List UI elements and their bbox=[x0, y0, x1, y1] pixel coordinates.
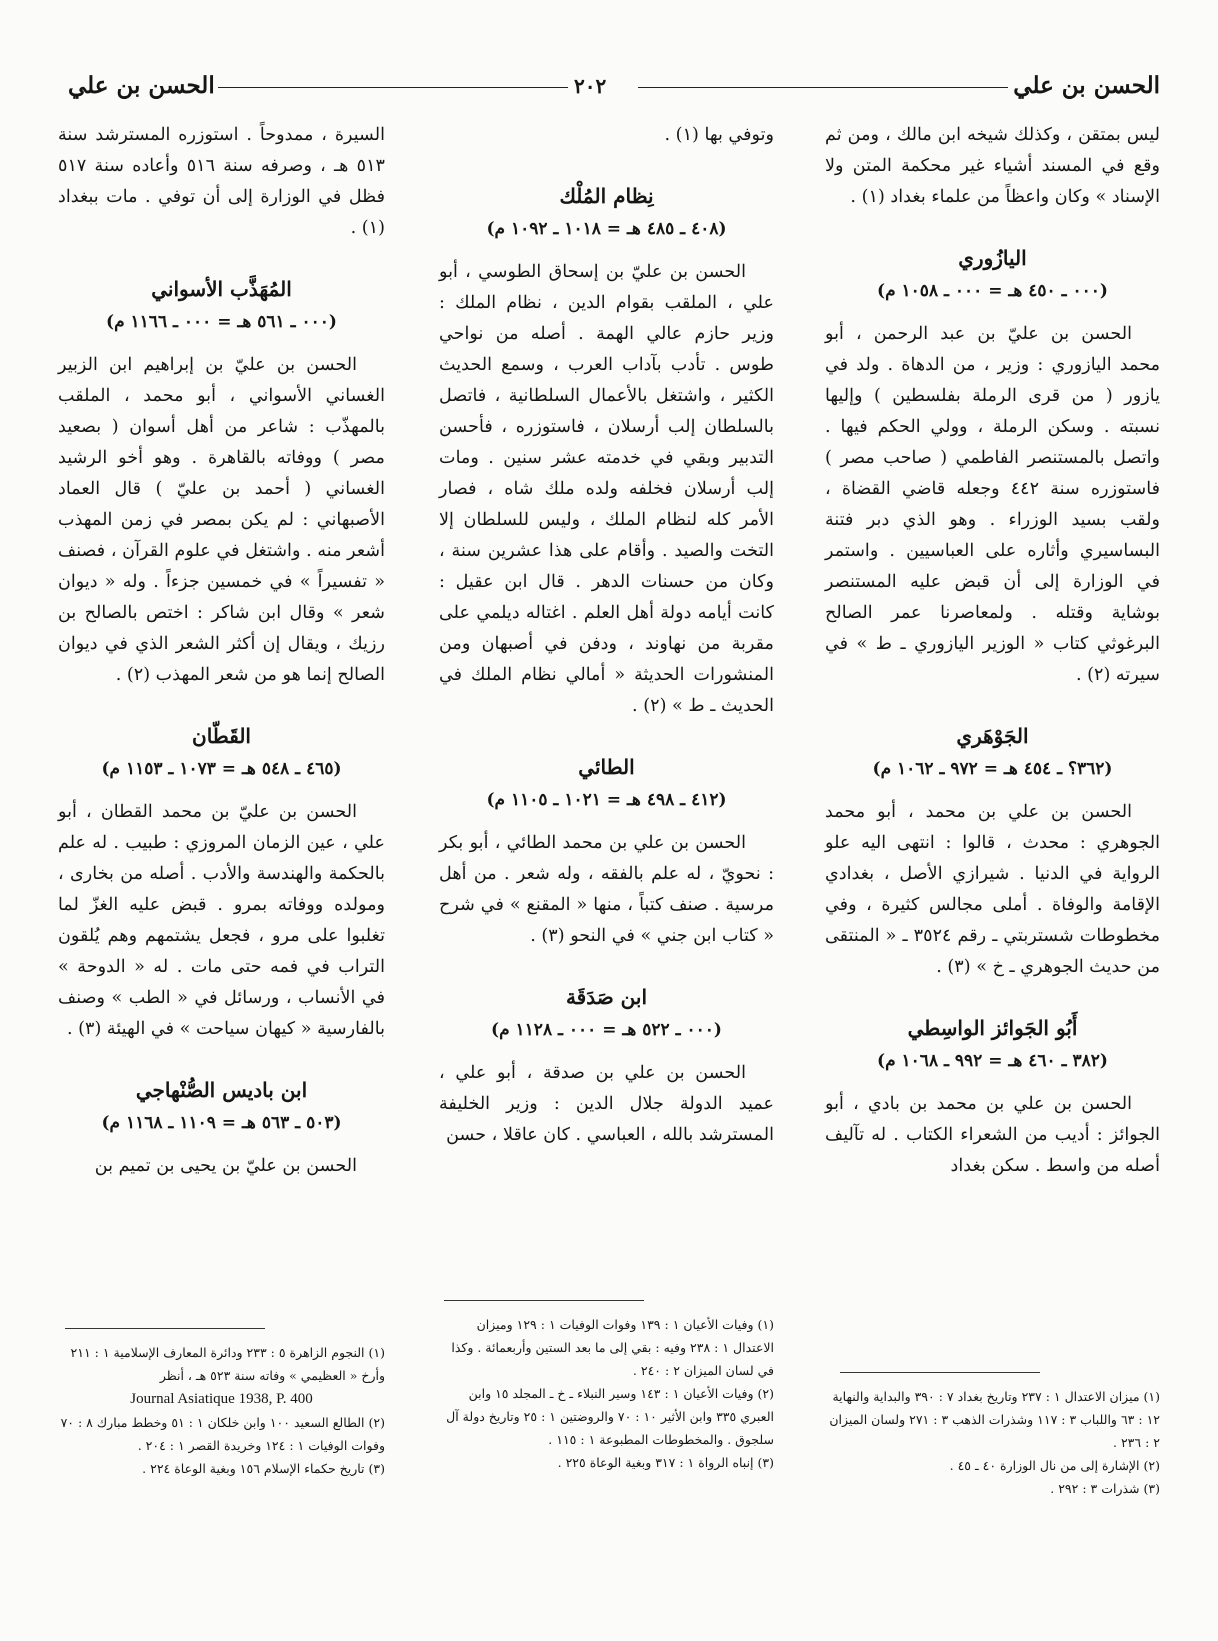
entry-dates-tai: (٤١٢ ـ ٤٩٨ هـ = ١٠٢١ ـ ١١٠٥ م) bbox=[486, 790, 727, 810]
column-right bbox=[825, 120, 1160, 1182]
entry-text: الحسن بن علي بن محمد بن بادي ، أبو الجوائز : أديب من الشعراء الكتاب . له تآليف أصله من واسط . سكن بغداد bbox=[825, 1094, 1160, 1176]
entry-title-jawhari: الجَوْهَري bbox=[956, 724, 1029, 748]
entry-text: الحسن بن علي بن صدقة ، أبو علي ، عميد الدولة جلال الدين : وزير الخليفة المسترشد بالله ، العباسي . كان عاقلا ، حسن bbox=[439, 1063, 774, 1145]
footnote-separator bbox=[840, 1372, 1040, 1373]
entry-text: الحسن بن عليّ بن إسحاق الطوسي ، أبو علي ، الملقب بقوام الدين ، نظام الملك : وزير حازم عالي الهمة . أصله من نواحي طوس . تأدب بآداب العرب ، وسمع الحديث الكثير ، واشتغل بالأعمال السلطانية ، فاتصل بالسلطان إلب أرسلان ، فاستوزره ، فأحسن التدبير وبقي في خدمته عشر سنين . ومات إلب أرسلان فخلفه ولده ملك شاه ، فصار الأمر كله لنظام الملك ، وليس للسلطان إلا التخت والصيد . وأقام على هذا عشرين سنة ، وكان من حسنات الدهر . قال ابن عقيل : كانت أيامه دولة أهل العلم . اغتاله ديلمي على مقربة من نهاوند ، ودفن في أصبهان ومن المنشورات الحديثة « أمالي نظام الملك في الحديث ـ ط » (٢) . bbox=[439, 262, 774, 716]
running-title-left: الحسن بن علي bbox=[68, 72, 215, 99]
entry-body-ibn-sadaqa bbox=[439, 1058, 774, 1151]
entry-title-ibn-sadaqa: ابن صَدَقَة bbox=[565, 985, 648, 1009]
entry-body-jawhari bbox=[825, 797, 1160, 983]
footnote: (١) ميزان الاعتدال ١ : ٢٣٧ وتاريخ بغداد ٧ : ٣٩٠ والبداية والنهاية ١٢ : ٦٣ واللباب ٣ : ١١٧ وشذرات الذهب ٣ : ٢٧١ ولسان الميزان ٢ : ٢٣٦ . bbox=[829, 1389, 1160, 1450]
footnote: (٣) إنباه الرواة ١ : ٣١٧ وبغية الوعاة ٢٢٥ . bbox=[557, 1455, 774, 1470]
entry-text: الحسن بن علي بن محمد ، أبو محمد الجوهري : محدث ، قالوا : انتهى اليه علو الرواية في الدنيا . شيرازي الأصل ، بغدادي الإقامة والوفاة . أملى مجالس كثيرة ، وفي مخطوطات شستربتي ـ رقم ٣٥٢٤ ـ « المنتقى من حديث الجوهري ـ خ » (٣) . bbox=[825, 802, 1160, 977]
running-title-right: الحسن بن علي bbox=[1013, 72, 1160, 99]
entry-dates-abu-al-jawaiz: (٣٨٢ ـ ٤٦٠ هـ = ٩٩٢ ـ ١٠٦٨ م) bbox=[877, 1051, 1108, 1071]
entry-title-muhadhdhab: المُهَذَّب الأسواني bbox=[151, 277, 292, 301]
footnote-separator bbox=[444, 1300, 644, 1301]
continuation-text: ليس بمتقن ، وكذلك شيخه ابن مالك ، ومن ثم وقع في المسند أشياء غير محكمة المتن ولا الإسناد » وكان واعظاً من علماء بغداد (١) . bbox=[825, 125, 1160, 207]
continuation-text: وتوفي بها (١) . bbox=[664, 125, 774, 145]
entry-title-nizam-al-mulk: نِظام المُلْك bbox=[559, 184, 654, 208]
footnote-separator bbox=[65, 1328, 265, 1329]
entry-title-yazuri: اليازُوري bbox=[958, 246, 1027, 270]
entry-title-qattan: القَطّان bbox=[192, 724, 251, 748]
entry-body-tai bbox=[439, 828, 774, 952]
entry-dates-muhadhdhab: (٠٠٠ ـ ٥٦١ هـ = ٠٠٠ ـ ١١٦٦ م) bbox=[106, 312, 337, 332]
footnotes-right bbox=[825, 1372, 1160, 1500]
entry-text: الحسن بن عليّ بن إبراهيم ابن الزبير الغساني الأسواني ، أبو محمد ، الملقب بالمهذّب : شاعر من أهل أسوان ( بصعيد مصر ) ووفاته بالقاهرة . وهو أخو الرشيد الغساني ( أحمد بن عليّ ) قال العماد الأصبهاني : لم يكن بمصر في زمن المهذب أشعر منه . واشتغل في علوم القرآن ، فصنف « تفسيراً » في خمسين جزءاً . وله « ديوان شعر » وقال ابن شاكر : اختص بالصالح بن رزيك ، ويقال إن أكثر الشعر الذي في ديوان الصالح إنما هو من شعر المهذب (٢) . bbox=[58, 355, 385, 685]
header-rule-right bbox=[638, 87, 1008, 88]
entry-title-abu-al-jawaiz: أَبُو الجَوائز الواسِطي bbox=[907, 1016, 1078, 1040]
latin-citation: Journal Asiatique 1938, P. 400 bbox=[130, 1391, 313, 1407]
entry-dates-ibn-badis: (٥٠٣ ـ ٥٦٣ هـ = ١١٠٩ ـ ١١٦٨ م) bbox=[101, 1113, 342, 1133]
entry-text: الحسن بن علي بن محمد الطائي ، أبو بكر : نحويّ ، له علم بالفقه ، وله شعر . من أهل مرسية . صنف كتباً ، منها « المقنع » في شرح « كتاب ابن جني » في النحو (٣) . bbox=[439, 833, 774, 946]
footnote: (١) النجوم الزاهرة ٥ : ٢٣٣ ودائرة المعارف الإسلامية ١ : ٢١١ وأرخ « العظيمي » وفاته سنة ٥٢٣ هـ ، أنظر bbox=[70, 1345, 385, 1383]
entry-text: الحسن بن عليّ بن محمد القطان ، أبو علي ، عين الزمان المروزي : طبيب . له علم بالحكمة والهندسة والأدب . أصله من بخارى ، ومولده ووفاته بمرو . قبض عليه الغزّ لما تغلبوا على مرو ، فجعل يشتمهم وهم يُلقون التراب في فمه حتى مات . له « الدوحة » في الأنساب ، ورسائل في « الطب » وصنف بالفارسية « كيهان سياحت » في الهيئة (٣) . bbox=[58, 802, 385, 1039]
footnote: (١) وفيات الأعيان ١ : ١٣٩ وفوات الوفيات ١ : ١٢٩ وميزان الاعتدال ١ : ٢٣٨ وفيه : بقي إلى ما بعد الستين وأربعمائة . وكذا في لسان الميزان ٢ : ٢٤٠ . bbox=[451, 1317, 774, 1378]
entry-dates-nizam-al-mulk: (٤٠٨ ـ ٤٨٥ هـ = ١٠١٨ ـ ١٠٩٢ م) bbox=[486, 219, 727, 239]
entry-title-tai: الطائي bbox=[578, 755, 635, 779]
entry-dates-ibn-sadaqa: (٠٠٠ ـ ٥٢٢ هـ = ٠٠٠ ـ ١١٢٨ م) bbox=[491, 1020, 722, 1040]
continuation-text: السيرة ، ممدوحاً . استوزره المسترشد سنة ٥١٣ هـ ، وصرفه سنة ٥١٦ وأعاده سنة ٥١٧ فظل في الوزارة إلى أن توفي . مات ببغداد (١) . bbox=[58, 125, 386, 238]
page-header bbox=[58, 72, 1160, 112]
footnote: (٢) الإشارة إلى من نال الوزارة ٤٠ ـ ٤٥ . bbox=[949, 1458, 1160, 1473]
entry-title-ibn-badis: ابن باديس الصُّنْهاجي bbox=[135, 1078, 308, 1102]
entry-dates-yazuri: (٠٠٠ ـ ٤٥٠ هـ = ٠٠٠ ـ ١٠٥٨ م) bbox=[877, 281, 1108, 301]
entry-body-abu-al-jawaiz bbox=[825, 1089, 1160, 1182]
entry-body-muhadhdhab bbox=[58, 350, 385, 691]
entry-dates-jawhari: (٣٦٢؟ ـ ٤٥٤ هـ = ٩٧٢ ـ ١٠٦٢ م) bbox=[872, 759, 1113, 779]
footnote: (٢) الطالع السعيد ١٠٠ وابن خلكان ١ : ٥١ وخطط مبارك ٨ : ٧٠ وفوات الوفيات ١ : ١٢٤ وخريدة القصر ١ : ٢٠٤ . bbox=[60, 1415, 385, 1453]
entry-body-qattan bbox=[58, 797, 385, 1045]
footnotes-middle bbox=[439, 1300, 774, 1474]
entry-text: الحسن بن عليّ بن عبد الرحمن ، أبو محمد اليازوري : وزير ، من الدهاة . ولد في يازور ( من قرى الرملة بفلسطين ) وإليها نسبته . وسكن الرملة ، وولي الحكم فيها . واتصل بالمستنصر الفاطمي ( صاحب مصر ) فاستوزره سنة ٤٤٢ وجعله قاضي القضاة ، ولقب بسيد الوزراء . وهو الذي دبر فتنة البساسيري وأثاره على العباسيين . واستمر في الوزارة إلى أن قبض عليه المستنصر بوشاية وقتله . ولمعاصرنا عمر الصالح البرغوثي كتاب « الوزير اليازوري ـ ط » في سيرته (٢) . bbox=[825, 324, 1160, 685]
entry-body-ibn-badis bbox=[58, 1151, 385, 1182]
column-middle bbox=[439, 120, 774, 1151]
entry-body-nizam-al-mulk bbox=[439, 257, 774, 722]
header-rule-left bbox=[218, 87, 568, 88]
entry-text: الحسن بن عليّ بن يحيى بن تميم بن bbox=[94, 1156, 357, 1176]
footnote: (٢) وفيات الأعيان ١ : ١٤٣ وسير النبلاء ـ خ ـ المجلد ١٥ وابن العبري ٣٣٥ وابن الأثير ١٠ : ٧٠ والروضتين ١ : ٢٥ وتاريخ دولة آل سلجوق . والمخطوطات المطبوعة ١ : ١١٥ . bbox=[446, 1386, 774, 1447]
entry-body-yazuri bbox=[825, 319, 1160, 691]
footnotes-left bbox=[58, 1328, 385, 1480]
entry-dates-qattan: (٤٦٥ ـ ٥٤٨ هـ = ١٠٧٣ ـ ١١٥٣ م) bbox=[101, 759, 342, 779]
footnote: (٣) تاريخ حكماء الإسلام ١٥٦ وبغية الوعاة ٢٢٤ . bbox=[142, 1461, 385, 1476]
footnote-latin-reference bbox=[58, 1387, 385, 1411]
page-number: ٢٠٢ bbox=[574, 74, 607, 98]
column-left bbox=[58, 120, 385, 1182]
footnote: (٣) شذرات ٣ : ٢٩٢ . bbox=[1050, 1481, 1160, 1496]
